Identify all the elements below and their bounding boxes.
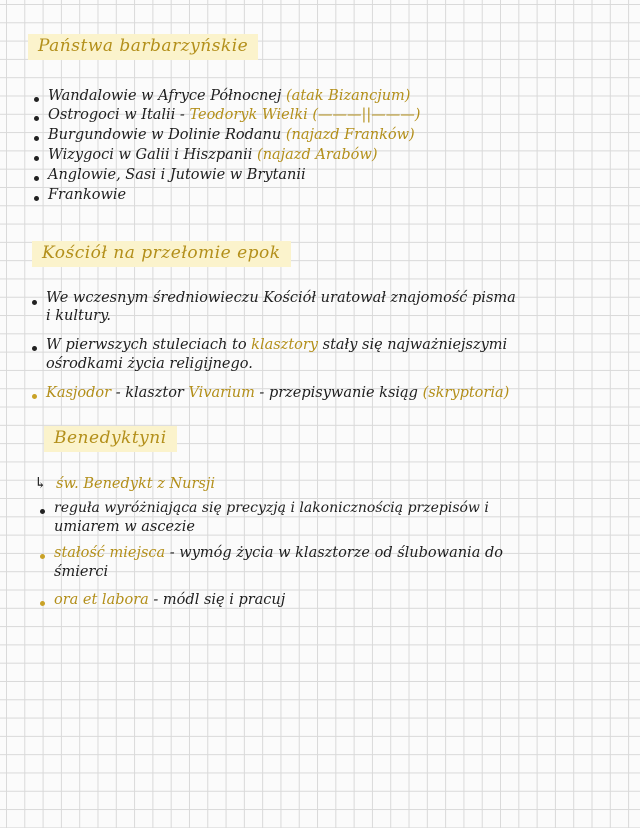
- section-heading-church: Kościół na przełomie epok: [32, 241, 291, 267]
- arrow-icon: ↳: [34, 474, 47, 492]
- bullet: [34, 196, 39, 201]
- list-item: Wandalowie w Afryce Północnej (atak Bizancjum): [48, 88, 411, 104]
- bullet: [34, 156, 39, 161]
- bullet: [40, 509, 45, 514]
- bullet: [32, 346, 37, 351]
- list-item: Frankowie: [48, 187, 127, 203]
- list-item: Burgundowie w Dolinie Rodanu (najazd Franków): [48, 127, 415, 143]
- list-item: W pierwszych stuleciach to klasztory stały się najważniejszymi: [46, 337, 508, 353]
- list-item-continuation: i kultury.: [46, 308, 111, 324]
- bullet: [32, 300, 37, 305]
- section-heading-barbarian-states: Państwa barbarzyńskie: [28, 34, 258, 60]
- list-item: stałość miejsca - wymóg życia w klasztorze od ślubowania do: [54, 545, 503, 561]
- list-item: ora et labora - módl się i pracuj: [54, 592, 286, 608]
- list-item: We wczesnym średniowieczu Kościół uratował znajomość pisma: [46, 290, 516, 306]
- subtitle: św. Benedykt z Nursji: [56, 476, 215, 492]
- section-heading-benedictines: Benedyktyni: [44, 426, 177, 452]
- bullet: [34, 136, 39, 141]
- list-item-continuation: umiarem w ascezie: [54, 519, 195, 535]
- bullet: [40, 554, 45, 559]
- bullet: [32, 394, 37, 399]
- bullet: [34, 176, 39, 181]
- list-item-continuation: śmierci: [54, 564, 109, 580]
- bullet: [40, 601, 45, 606]
- list-item: Anglowie, Sasi i Jutowie w Brytanii: [48, 167, 306, 183]
- list-item: Kasjodor - klasztor Vivarium - przepisywanie ksiąg (skryptoria): [46, 385, 510, 401]
- list-item-continuation: ośrodkami życia religijnego.: [46, 356, 253, 372]
- list-item: Ostrogoci w Italii - Teodoryk Wielki (———||———): [48, 107, 421, 123]
- bullet: [34, 116, 39, 121]
- list-item: reguła wyróżniająca się precyzją i lakonicznością przepisów i: [54, 500, 489, 516]
- bullet: [34, 97, 39, 102]
- list-item: Wizygoci w Galii i Hiszpanii (najazd Arabów): [48, 147, 378, 163]
